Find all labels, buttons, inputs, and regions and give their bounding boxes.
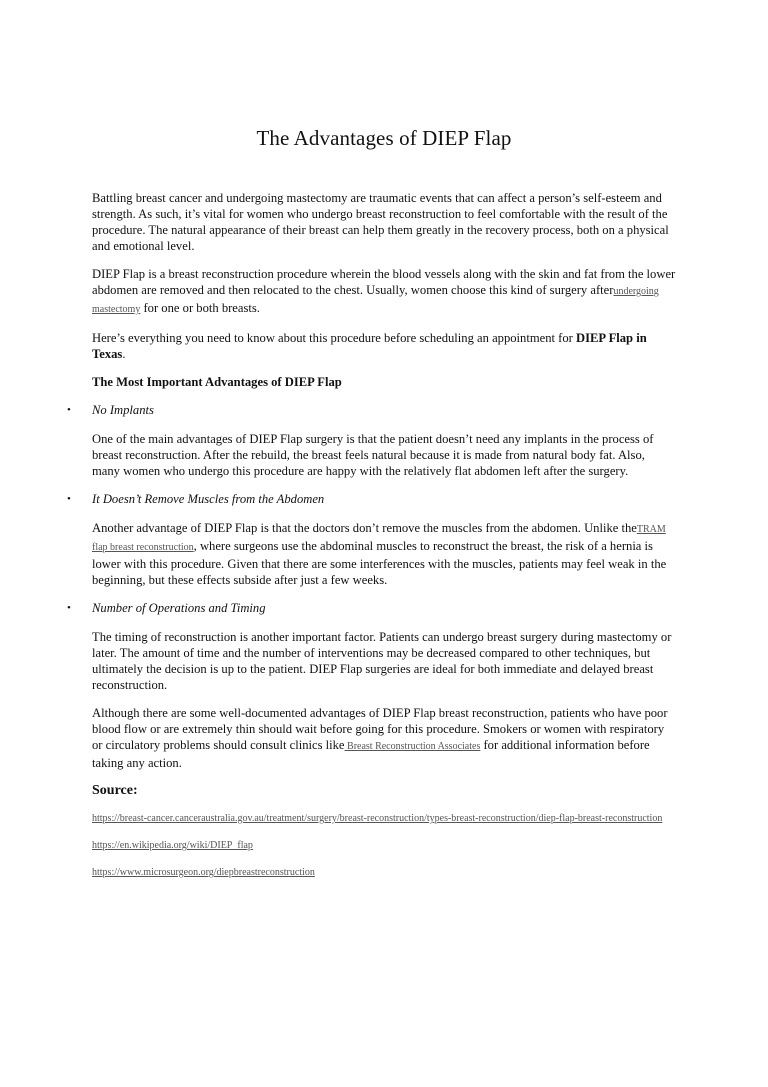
bullet-title: It Doesn’t Remove Muscles from the Abdomen: [92, 492, 325, 506]
intro-paragraph-3-tail: .: [122, 347, 126, 361]
bullet-2-tail: , where surgeons use the abdominal muscles to reconstruct the breast, the risk of a hernia is lower with this procedure. Given that there are some interferences with the muscles, patients may feel weak in the beginning, but these effects subside after just a few weeks.: [92, 539, 667, 587]
intro-paragraph-2-text: DIEP Flap is a breast reconstruction procedure wherein the blood vessels along with the skin and fat from the lower abdomen are removed and then relocated to the chest. Usually, women choose this kind of surgery after: [92, 267, 676, 297]
source-item: [92, 838, 676, 853]
source-item: [92, 811, 676, 826]
bullet-3-paragraph: The timing of reconstruction is another important factor. Patients can undergo breast surgery during mastectomy or later. The amount of time and the number of interventions may be decreased compared to other techniques, but ultimately the decision is up to the patient. DIEP Flap surgeries are ideal for both immediate and delayed breast reconstruction.: [92, 630, 672, 692]
bullet-2-text: Another advantage of DIEP Flap is that the doctors don’t remove the muscles from the abdomen. Unlike the: [92, 521, 637, 535]
bullet-title: Number of Operations and Timing: [92, 601, 266, 615]
bullet-icon: •: [67, 602, 71, 614]
intro-paragraph-1: Battling breast cancer and undergoing mastectomy are traumatic events that can affect a person’s self-esteem and strength. As such, it’s vital for women who undergo breast reconstruction to feel comfortable with the result of the procedure. The natural appearance of their breast can help them greatly in the recovery process, both on a physical and emotional level.: [92, 191, 669, 253]
intro-paragraph-2-tail: for one or both breasts.: [140, 301, 260, 315]
section-heading: The Most Important Advantages of DIEP Flap: [92, 375, 342, 389]
source-link-microsurgeon[interactable]: https://www.microsurgeon.org/diepbreastreconstruction: [92, 867, 315, 878]
bullet-title: No Implants: [92, 403, 154, 417]
document-body: [67, 190, 676, 892]
source-link-wikipedia[interactable]: https://en.wikipedia.org/wiki/DIEP_flap: [92, 840, 253, 851]
source-label: Source:: [92, 783, 138, 798]
bullet-timing: [67, 600, 676, 616]
intro-paragraph-2: [92, 266, 676, 318]
bullet-icon: •: [67, 404, 71, 416]
source-link-canceraustralia[interactable]: https://breast-cancer.canceraustralia.gov.au/treatment/surgery/breast-reconstruction/types-breast-reconstruction/diep-flap-breast-reconstruction: [92, 813, 663, 824]
bullet-2-paragraph: [92, 520, 676, 588]
intro-paragraph-3-text: Here’s everything you need to know about this procedure before scheduling an appointment for: [92, 331, 577, 345]
closing-tail: for additional information before taking any action.: [92, 738, 650, 770]
intro-paragraph-3: [92, 330, 676, 362]
bullet-icon: •: [67, 493, 71, 505]
tram-flap-link[interactable]: TRAM flap breast reconstruction: [92, 524, 666, 553]
diep-flap-texas-bold: DIEP Flap in Texas: [92, 331, 647, 361]
source-item: [92, 865, 676, 880]
bullet-muscles: [67, 491, 676, 507]
undergoing-mastectomy-link[interactable]: undergoing mastectomy: [92, 286, 659, 315]
bullet-no-implants: [67, 402, 676, 418]
closing-paragraph: [92, 705, 676, 771]
breast-reconstruction-associates-link[interactable]: Breast Reconstruction Associates: [344, 741, 481, 752]
document-title: The Advantages of DIEP Flap: [256, 126, 512, 150]
bullet-1-paragraph: One of the main advantages of DIEP Flap surgery is that the patient doesn’t need any implants in the process of breast reconstruction. After the rebuild, the breast feels natural because it is made from natural body fat. Also, many women who undergo this procedure are happy with the relatively flat abdomen left after the surgery.: [92, 432, 654, 478]
closing-text: Although there are some well-documented advantages of DIEP Flap breast reconstruction, patients who have poor blood flow or are extremely thin should wait before going for this procedure. Smokers or women with respiratory or circulatory problems should consult clinics like: [92, 706, 668, 752]
